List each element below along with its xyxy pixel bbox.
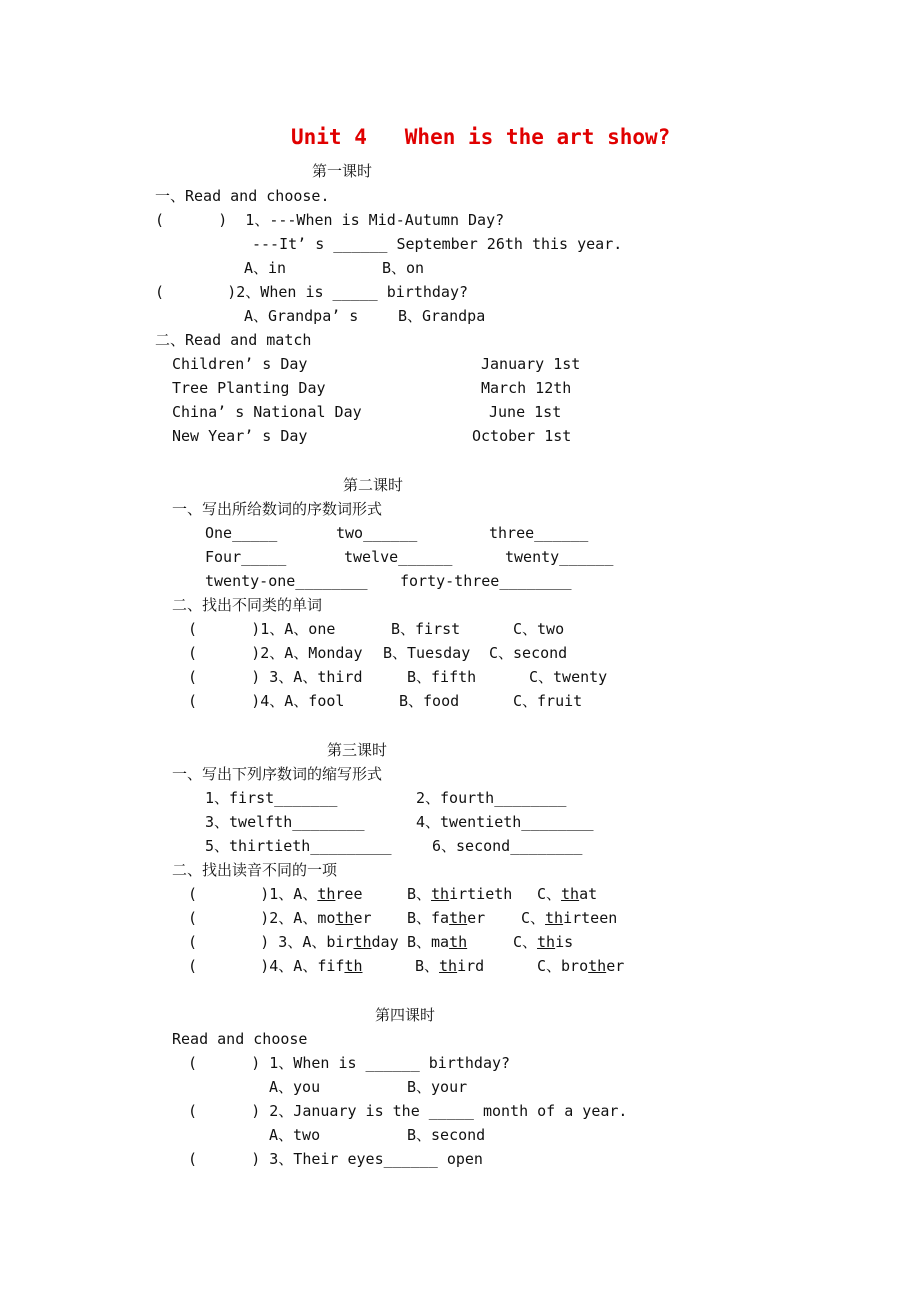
word-part: mo [317,909,336,927]
lesson1-q1-line2: ---It’ s ______ September 26th this year. [252,235,623,253]
lesson4-section1-title: Read and choose [172,1030,308,1048]
word-part: C、 [537,885,562,903]
match-left-item: New Year’ s Day [172,427,308,445]
abbreviation-exercise: 1、first_______ [205,789,338,807]
pronunciation-option-b [407,933,467,951]
ordinal-exercise: twenty______ [505,548,614,566]
word-part: irteen [563,909,618,927]
abbreviation-exercise: 6、second________ [432,837,583,855]
lesson1-q1-option-b: B、on [382,259,425,277]
word-part: B、 [407,885,432,903]
underlined-letters: th [449,933,468,951]
underlined-letters: th [439,957,458,975]
odd-one-out-option-b: B、food [399,692,460,710]
word-part: irtieth [449,885,513,903]
underlined-letters: th [335,909,354,927]
underlined-letters: th [588,957,607,975]
lesson4-q2-option-b: B、second [407,1126,486,1144]
underlined-letters: th [561,885,580,903]
pronunciation-option-c [537,885,597,903]
question-prefix: ( )4、A、 [188,957,318,975]
odd-one-out-question: ( )4、A、fool [188,692,345,710]
lesson3-heading: 第三课时 [327,741,388,759]
ordinal-exercise: Four_____ [205,548,287,566]
question-prefix: ( )2、A、 [188,909,318,927]
lesson1-q1-line1: ( ) 1、---When is Mid-Autumn Day? [155,211,505,229]
odd-one-out-option-b: B、Tuesday [383,644,471,662]
abbreviation-exercise: 2、fourth________ [416,789,567,807]
word-part: B、 [415,957,440,975]
lesson4-q3: ( ) 3、Their eyes______ open [188,1150,483,1168]
underlined-letters: th [431,885,450,903]
pronunciation-option-b [415,957,484,975]
word-part: day [371,933,399,951]
ordinal-exercise: twenty-one________ [205,572,368,590]
pronunciation-option-c [513,933,573,951]
pronunciation-question-4 [188,957,363,975]
match-right-item: June 1st [489,403,562,421]
word-part: is [555,933,574,951]
match-left-item: Children’ s Day [172,355,308,373]
lesson1-heading: 第一课时 [312,162,373,180]
abbreviation-exercise: 3、twelfth________ [205,813,365,831]
pronunciation-question-1 [188,885,363,903]
odd-one-out-option-c: C、two [513,620,565,638]
lesson1-section1-title: 一、Read and choose. [155,187,330,205]
ordinal-exercise: forty-three________ [400,572,572,590]
word-part: C、 [513,933,538,951]
match-right-item: March 12th [481,379,572,397]
lesson1-section2-title: 二、Read and match [155,331,312,349]
lesson4-q1: ( ) 1、When is ______ birthday? [188,1054,511,1072]
underlined-letters: th [545,909,564,927]
underlined-letters: th [317,885,336,903]
lesson1-q2-option-b: B、Grandpa [398,307,486,325]
pronunciation-option-b [407,885,512,903]
underlined-letters: th [449,909,468,927]
lesson4-q2: ( ) 2、January is the _____ month of a year. [188,1102,628,1120]
underlined-letters: th [353,933,372,951]
word-part: B、fa [407,909,450,927]
odd-one-out-option-c: C、fruit [513,692,583,710]
lesson1-q2-option-a: A、Grandpa’ s [244,307,359,325]
odd-one-out-option-b: B、first [391,620,461,638]
odd-one-out-question: ( )1、A、one [188,620,336,638]
pronunciation-option-c [521,909,617,927]
underlined-letters: th [344,957,363,975]
question-prefix: ( ) 3、A、 [188,933,327,951]
lesson1-q1-option-a: A、in [244,259,287,277]
match-right-item: January 1st [481,355,581,373]
word-part: at [579,885,598,903]
ordinal-exercise: three______ [489,524,589,542]
lesson4-q1-option-b: B、your [407,1078,468,1096]
lesson2-section1-title: 一、写出所给数词的序数词形式 [172,500,383,518]
lesson4-q2-option-a: A、two [269,1126,321,1144]
odd-one-out-option-c: C、twenty [529,668,608,686]
lesson2-heading: 第二课时 [343,476,404,494]
lesson3-section2-title: 二、找出读音不同的一项 [172,861,338,879]
abbreviation-exercise: 4、twentieth________ [416,813,594,831]
lesson4-q1-option-a: A、you [269,1078,321,1096]
word-part: ird [457,957,485,975]
odd-one-out-question: ( )2、A、Monday [188,644,363,662]
word-part: B、ma [407,933,450,951]
match-left-item: Tree Planting Day [172,379,326,397]
word-part: er [467,909,486,927]
odd-one-out-option-c: C、second [489,644,568,662]
word-part: C、 [521,909,546,927]
question-prefix: ( )1、A、 [188,885,318,903]
pronunciation-option-c [537,957,624,975]
word-part: ree [335,885,363,903]
word-part: er [606,957,625,975]
match-left-item: China’ s National Day [172,403,362,421]
lesson4-heading: 第四课时 [375,1006,436,1024]
pronunciation-option-b [407,909,485,927]
match-right-item: October 1st [472,427,572,445]
lesson2-section2-title: 二、找出不同类的单词 [172,596,323,614]
pronunciation-question-3 [188,933,399,951]
lesson3-section1-title: 一、写出下列序数词的缩写形式 [172,765,383,783]
odd-one-out-question: ( ) 3、A、third [188,668,363,686]
word-part: fif [317,957,345,975]
pronunciation-question-2 [188,909,372,927]
word-part: er [353,909,372,927]
underlined-letters: th [537,933,556,951]
word-part: bir [326,933,354,951]
abbreviation-exercise: 5、thirtieth_________ [205,837,392,855]
page-title: Unit 4 When is the art show? [291,125,671,149]
ordinal-exercise: two______ [336,524,418,542]
lesson1-q2-line1: ( )2、When is _____ birthday? [155,283,469,301]
ordinal-exercise: One_____ [205,524,278,542]
ordinal-exercise: twelve______ [344,548,453,566]
odd-one-out-option-b: B、fifth [407,668,477,686]
word-part: C、bro [537,957,589,975]
